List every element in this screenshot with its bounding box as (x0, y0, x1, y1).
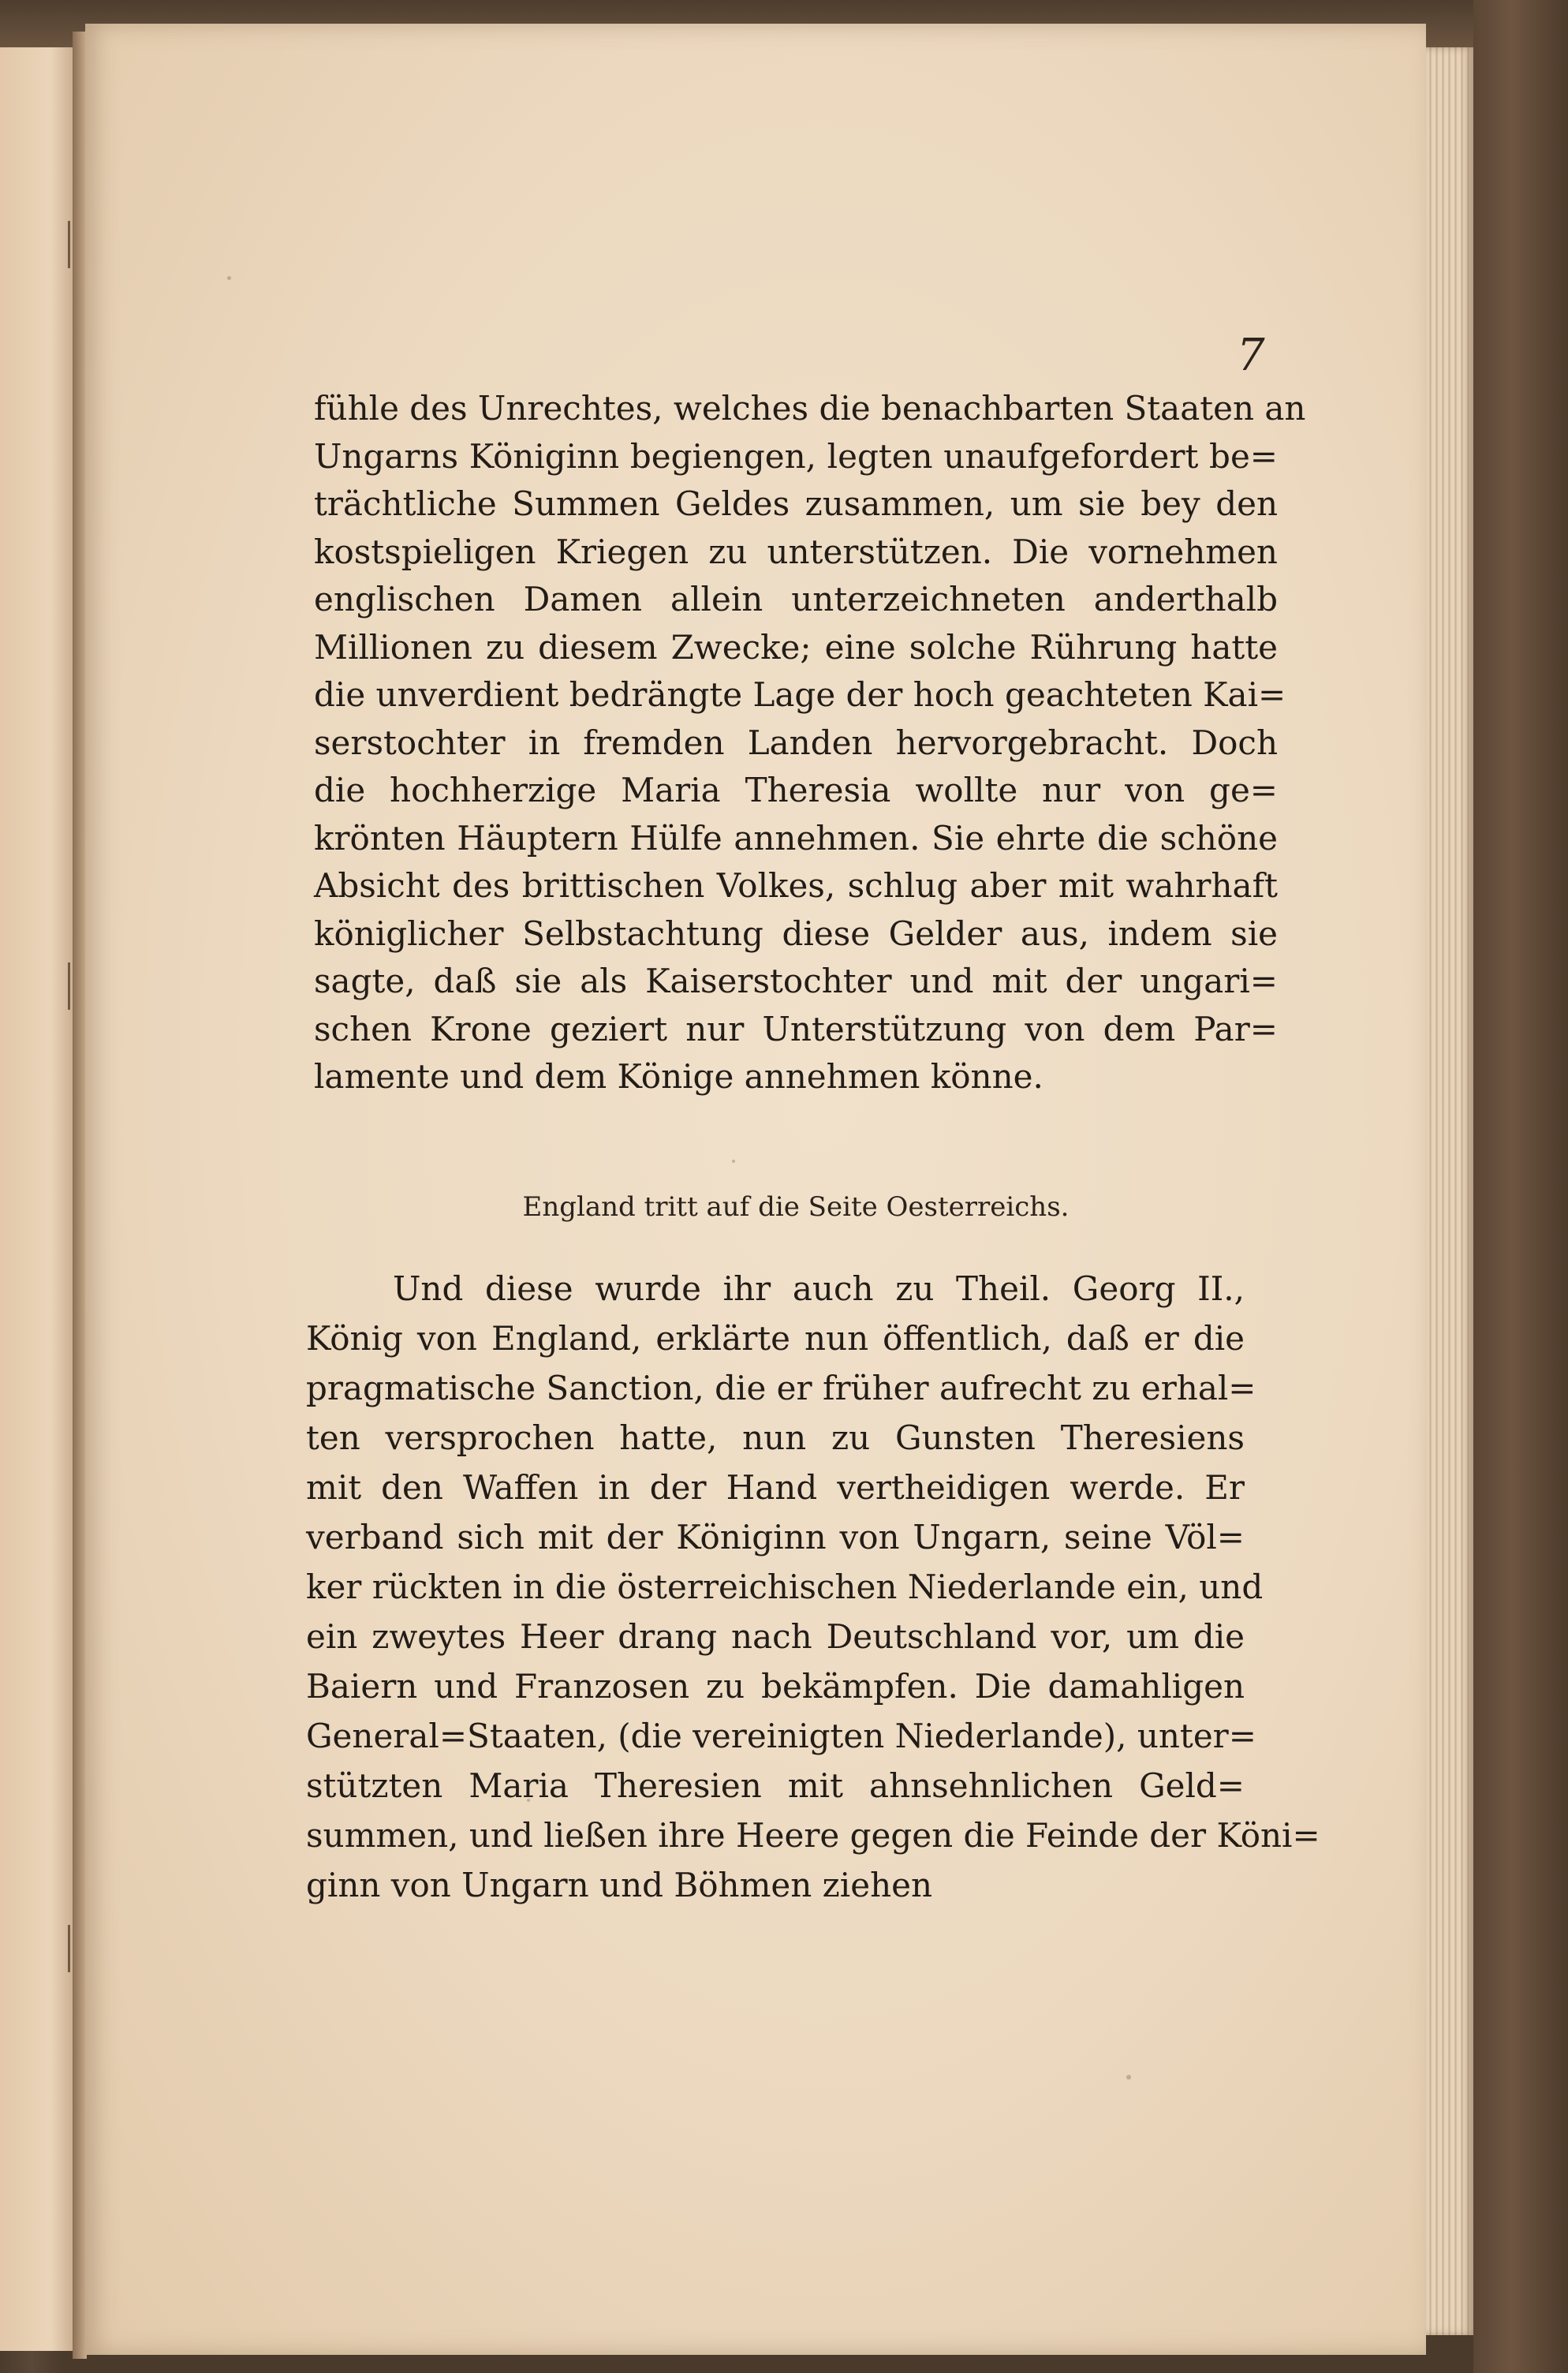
text-line: schen Krone geziert nur Unterstützung von dem Par= (314, 1009, 1278, 1048)
text-line: ginn von Ungarn und Böhmen ziehen (306, 1866, 933, 1904)
page-number: 7 (1237, 330, 1265, 381)
text-line: krönten Häuptern Hülfe annehmen. Sie ehrte die schöne (314, 818, 1278, 858)
facing-page-fragment (0, 47, 74, 2351)
text-line: Baiern und Franzosen zu bekämpfen. Die damahligen (306, 1667, 1245, 1706)
text-line: königlicher Selbstachtung diese Gelder aus, indem sie (314, 914, 1278, 953)
text-line: englischen Damen allein unterzeichneten anderthalb (314, 580, 1278, 618)
text-line: die unverdient bedrängte Lage der hoch geachteten Kai= (314, 675, 1286, 714)
text-line: stützten Maria Theresien mit ahnsehnlichen Geld= (306, 1766, 1245, 1805)
text-line: verband sich mit der Königinn von Ungarn, seine Völ= (306, 1518, 1245, 1556)
text-line: ker rückten in die österreichischen Niederlande ein, und (306, 1568, 1264, 1606)
text-line: General=Staaten, (die vereinigten Niederlande), unter= (306, 1717, 1256, 1755)
text-line: summen, und ließen ihre Heere gegen die Feinde der Köni= (306, 1816, 1320, 1855)
text-line: Ungarns Königinn begiengen, legten unaufgefordert be= (314, 436, 1278, 476)
paper-speck (1126, 2075, 1131, 2080)
text-line: kostspieligen Kriegen zu unterstützen. Die vornehmen (314, 532, 1278, 571)
section-heading: England tritt auf die Seite Oesterreichs. (522, 1191, 1070, 1223)
paper-speck (227, 276, 231, 280)
paragraph-2 (306, 1264, 1320, 1910)
page-edges (1426, 47, 1473, 2335)
text-line: trächtliche Summen Geldes zusammen, um sie bey den (314, 484, 1278, 523)
binding-thread (68, 221, 70, 268)
text-line: Millionen zu diesem Zwecke; eine solche Rührung hatte (314, 627, 1278, 667)
text-line: Und diese wurde ihr auch zu Theil. Georg II., (393, 1269, 1245, 1308)
binding-thread (68, 1925, 70, 1972)
book-cover (1473, 0, 1568, 2373)
paper-speck (732, 1160, 735, 1163)
text-line: serstochter in fremden Landen hervorgebracht. Doch (314, 723, 1278, 762)
text-line: die hochherzige Maria Theresia wollte nur von ge= (314, 771, 1278, 809)
text-line: pragmatische Sanction, die er früher aufrecht zu erhal= (306, 1369, 1256, 1407)
text-line: fühle des Unrechtes, welches die benachbarten Staaten an (314, 389, 1306, 428)
text-line: lamente und dem Könige annehmen könne. (314, 1057, 1043, 1096)
binding-thread (68, 962, 70, 1010)
paragraph-1 (314, 385, 1306, 1101)
text-line: ten versprochen hatte, nun zu Gunsten Theresiens (306, 1418, 1245, 1457)
text-line: ein zweytes Heer drang nach Deutschland vor, um die (306, 1617, 1245, 1656)
text-line: Absicht des brittischen Volkes, schlug aber mit wahrhaft (314, 866, 1278, 905)
book-page (85, 24, 1426, 2355)
text-line: mit den Waffen in der Hand vertheidigen werde. Er (306, 1468, 1245, 1507)
text-line: König von England, erklärte nun öffentlich, daß er die (306, 1319, 1245, 1358)
text-line: sagte, daß sie als Kaiserstochter und mit der ungari= (314, 962, 1278, 1000)
